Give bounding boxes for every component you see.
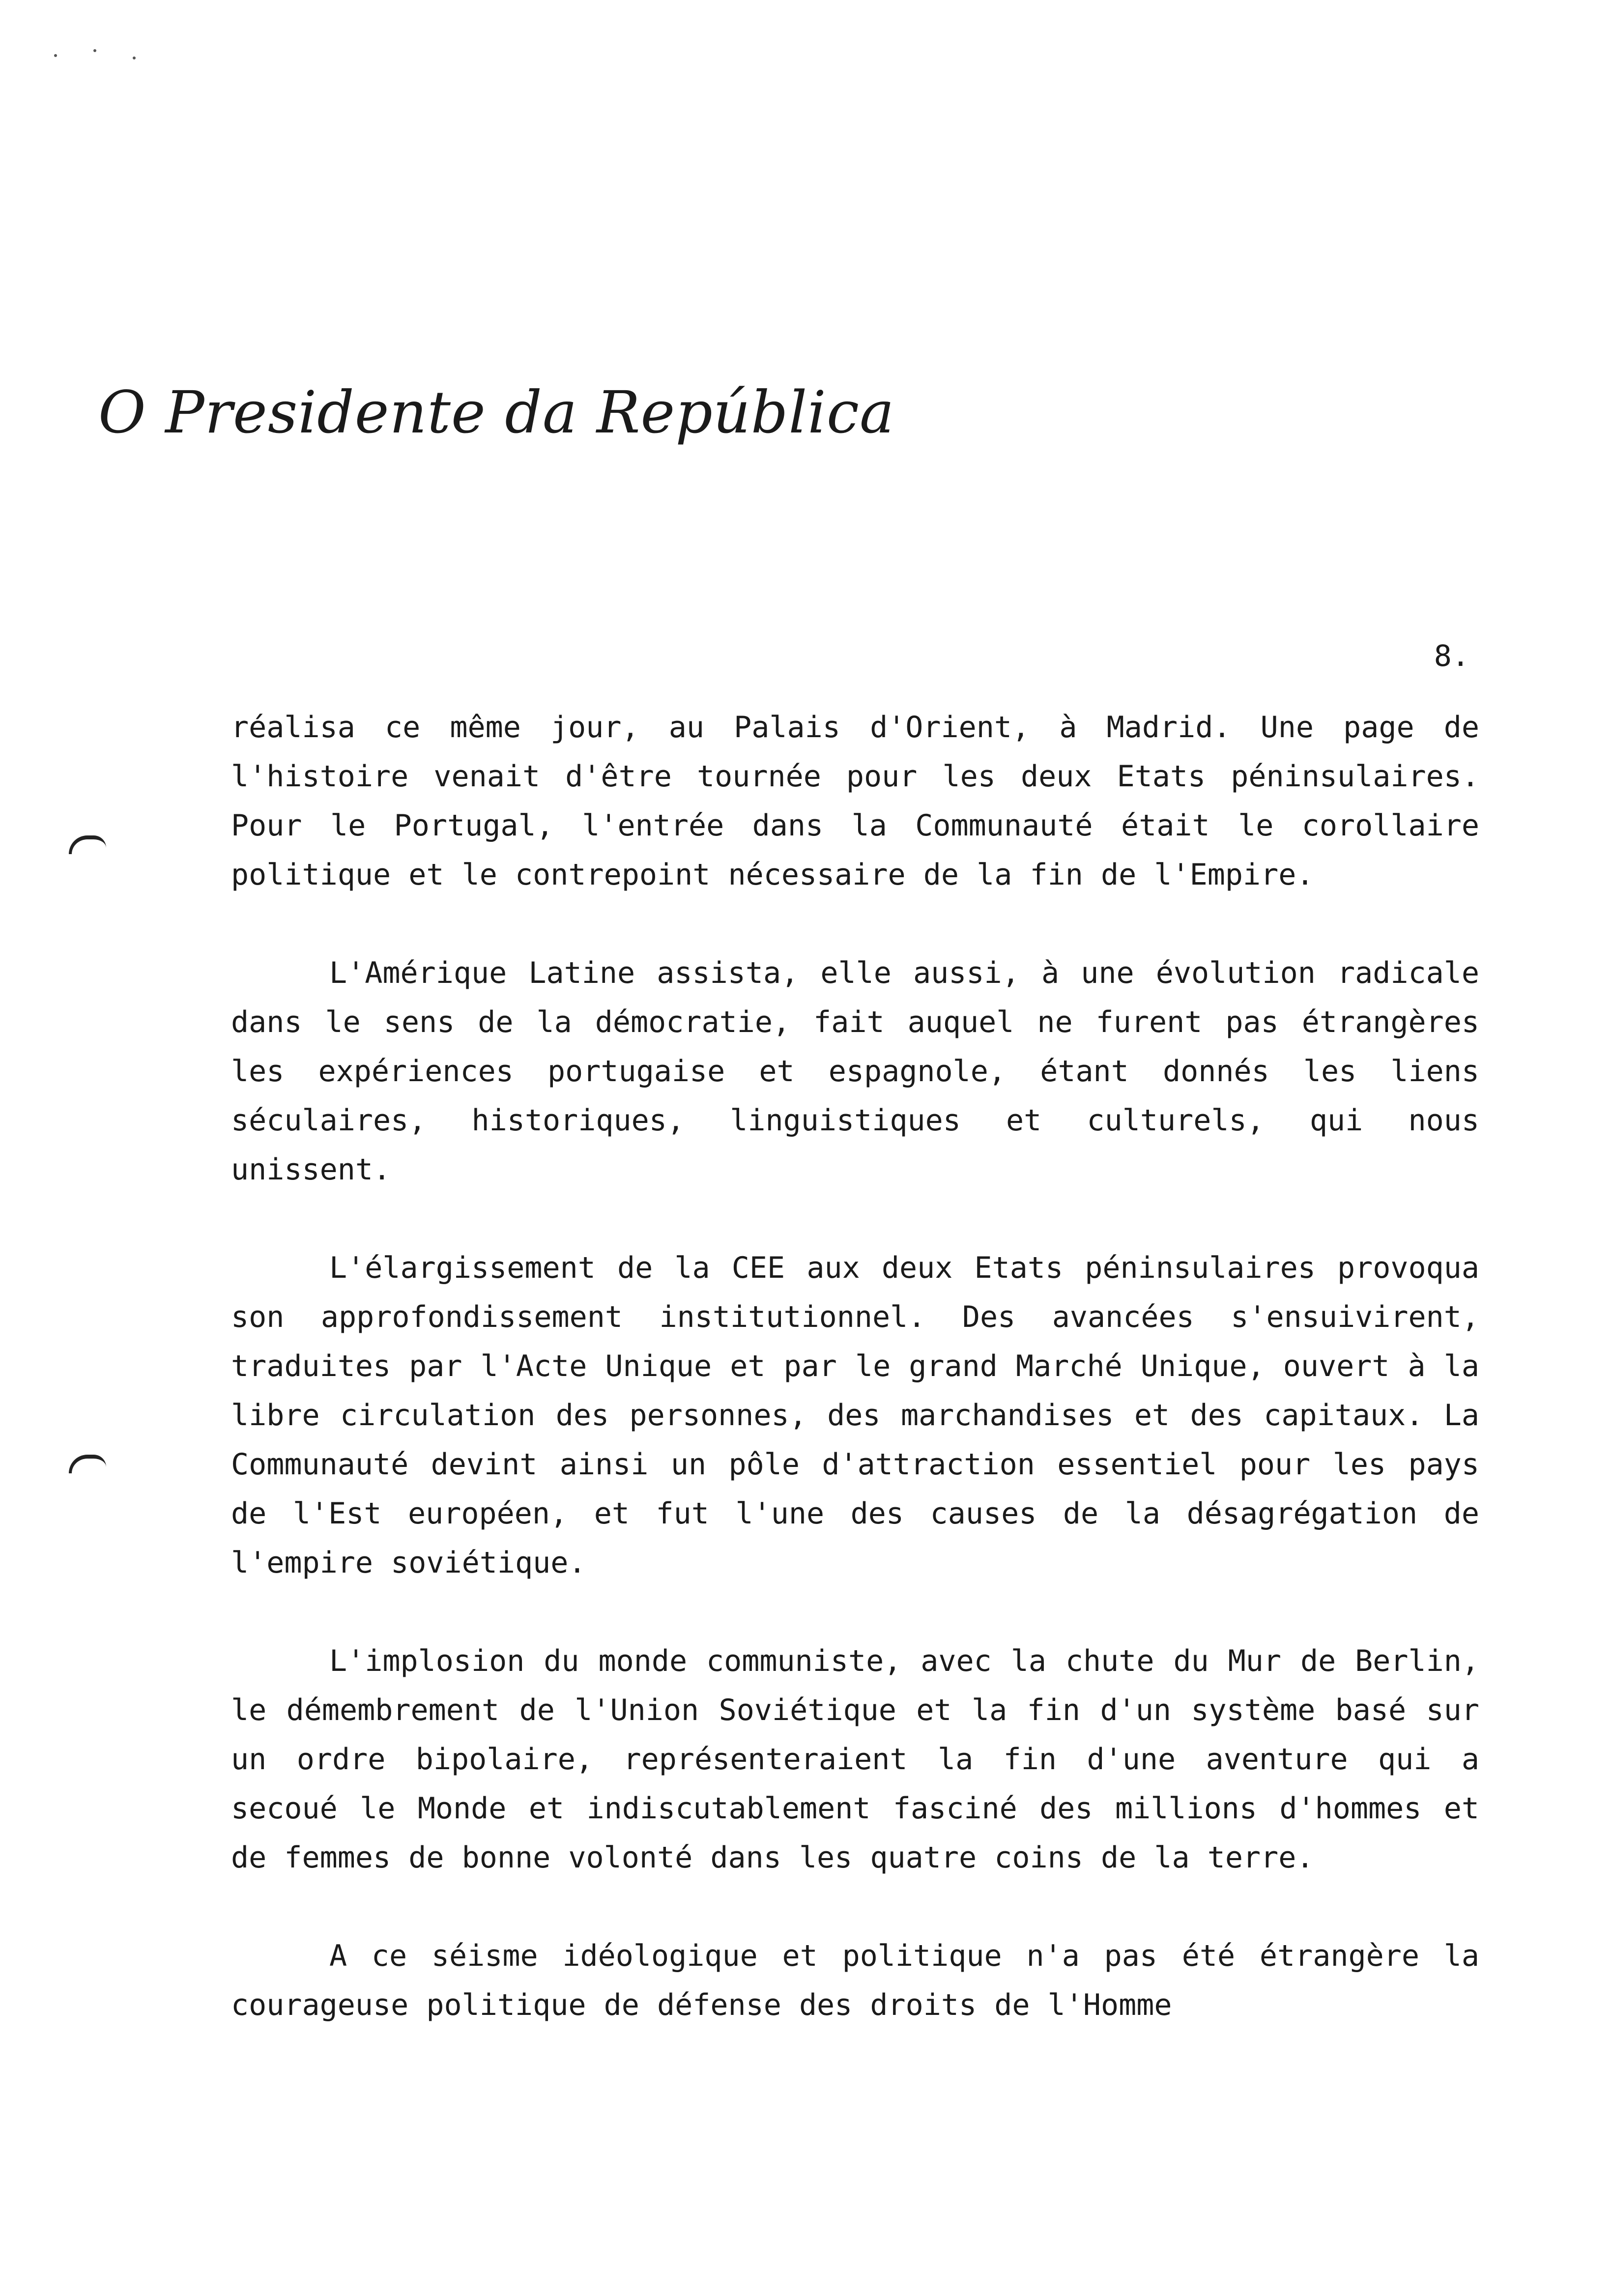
- paragraph: L'élargissement de la CEE aux deux Etats péninsulaires provoqua son approfondissement institutionnel. Des avancées s'ensuivirent, traduites par l'Acte Unique et par le grand Marché Unique, ouvert à la libre circulation des personnes, des marchandises et des capitaux. La Communauté devint ainsi un pôle d'attraction essentiel pour les pays de l'Est européen, et fut l'une des causes de la désagrégation de l'empire soviétique.: [231, 1251, 1479, 1580]
- scan-speck: [54, 54, 57, 57]
- letterhead: O Presidente da República: [98, 378, 895, 446]
- margin-mark: [69, 1455, 106, 1473]
- body-text: [231, 703, 1479, 2030]
- scan-speck: [133, 57, 136, 59]
- paragraph: A ce séisme idéologique et politique n'a pas été étrangère la courageuse politique de défense des droits de l'Homme: [231, 1939, 1479, 2022]
- margin-mark: [69, 835, 106, 854]
- scan-speck: [93, 49, 96, 52]
- page-number: 8.: [1434, 639, 1469, 673]
- paragraph: réalisa ce même jour, au Palais d'Orient, à Madrid. Une page de l'histoire venait d'être tournée pour les deux Etats péninsulaires. Pour le Portugal, l'entrée dans la Communauté était le corollaire politique et le contrepoint nécessaire de la fin de l'Empire.: [231, 710, 1479, 892]
- paragraph: L'Amérique Latine assista, elle aussi, à une évolution radicale dans le sens de la démocratie, fait auquel ne furent pas étrangères les expériences portugaise et espagnole, étant donnés les liens séculaires, historiques, linguistiques et culturels, qui nous unissent.: [231, 956, 1479, 1187]
- paragraph: L'implosion du monde communiste, avec la chute du Mur de Berlin, le démembrement de l'Union Soviétique et la fin d'un système basé sur un ordre bipolaire, représenteraient la fin d'une aventure qui a secoué le Monde et indiscutablement fasciné des millions d'hommes et de femmes de bonne volonté dans les quatre coins de la terre.: [231, 1644, 1479, 1875]
